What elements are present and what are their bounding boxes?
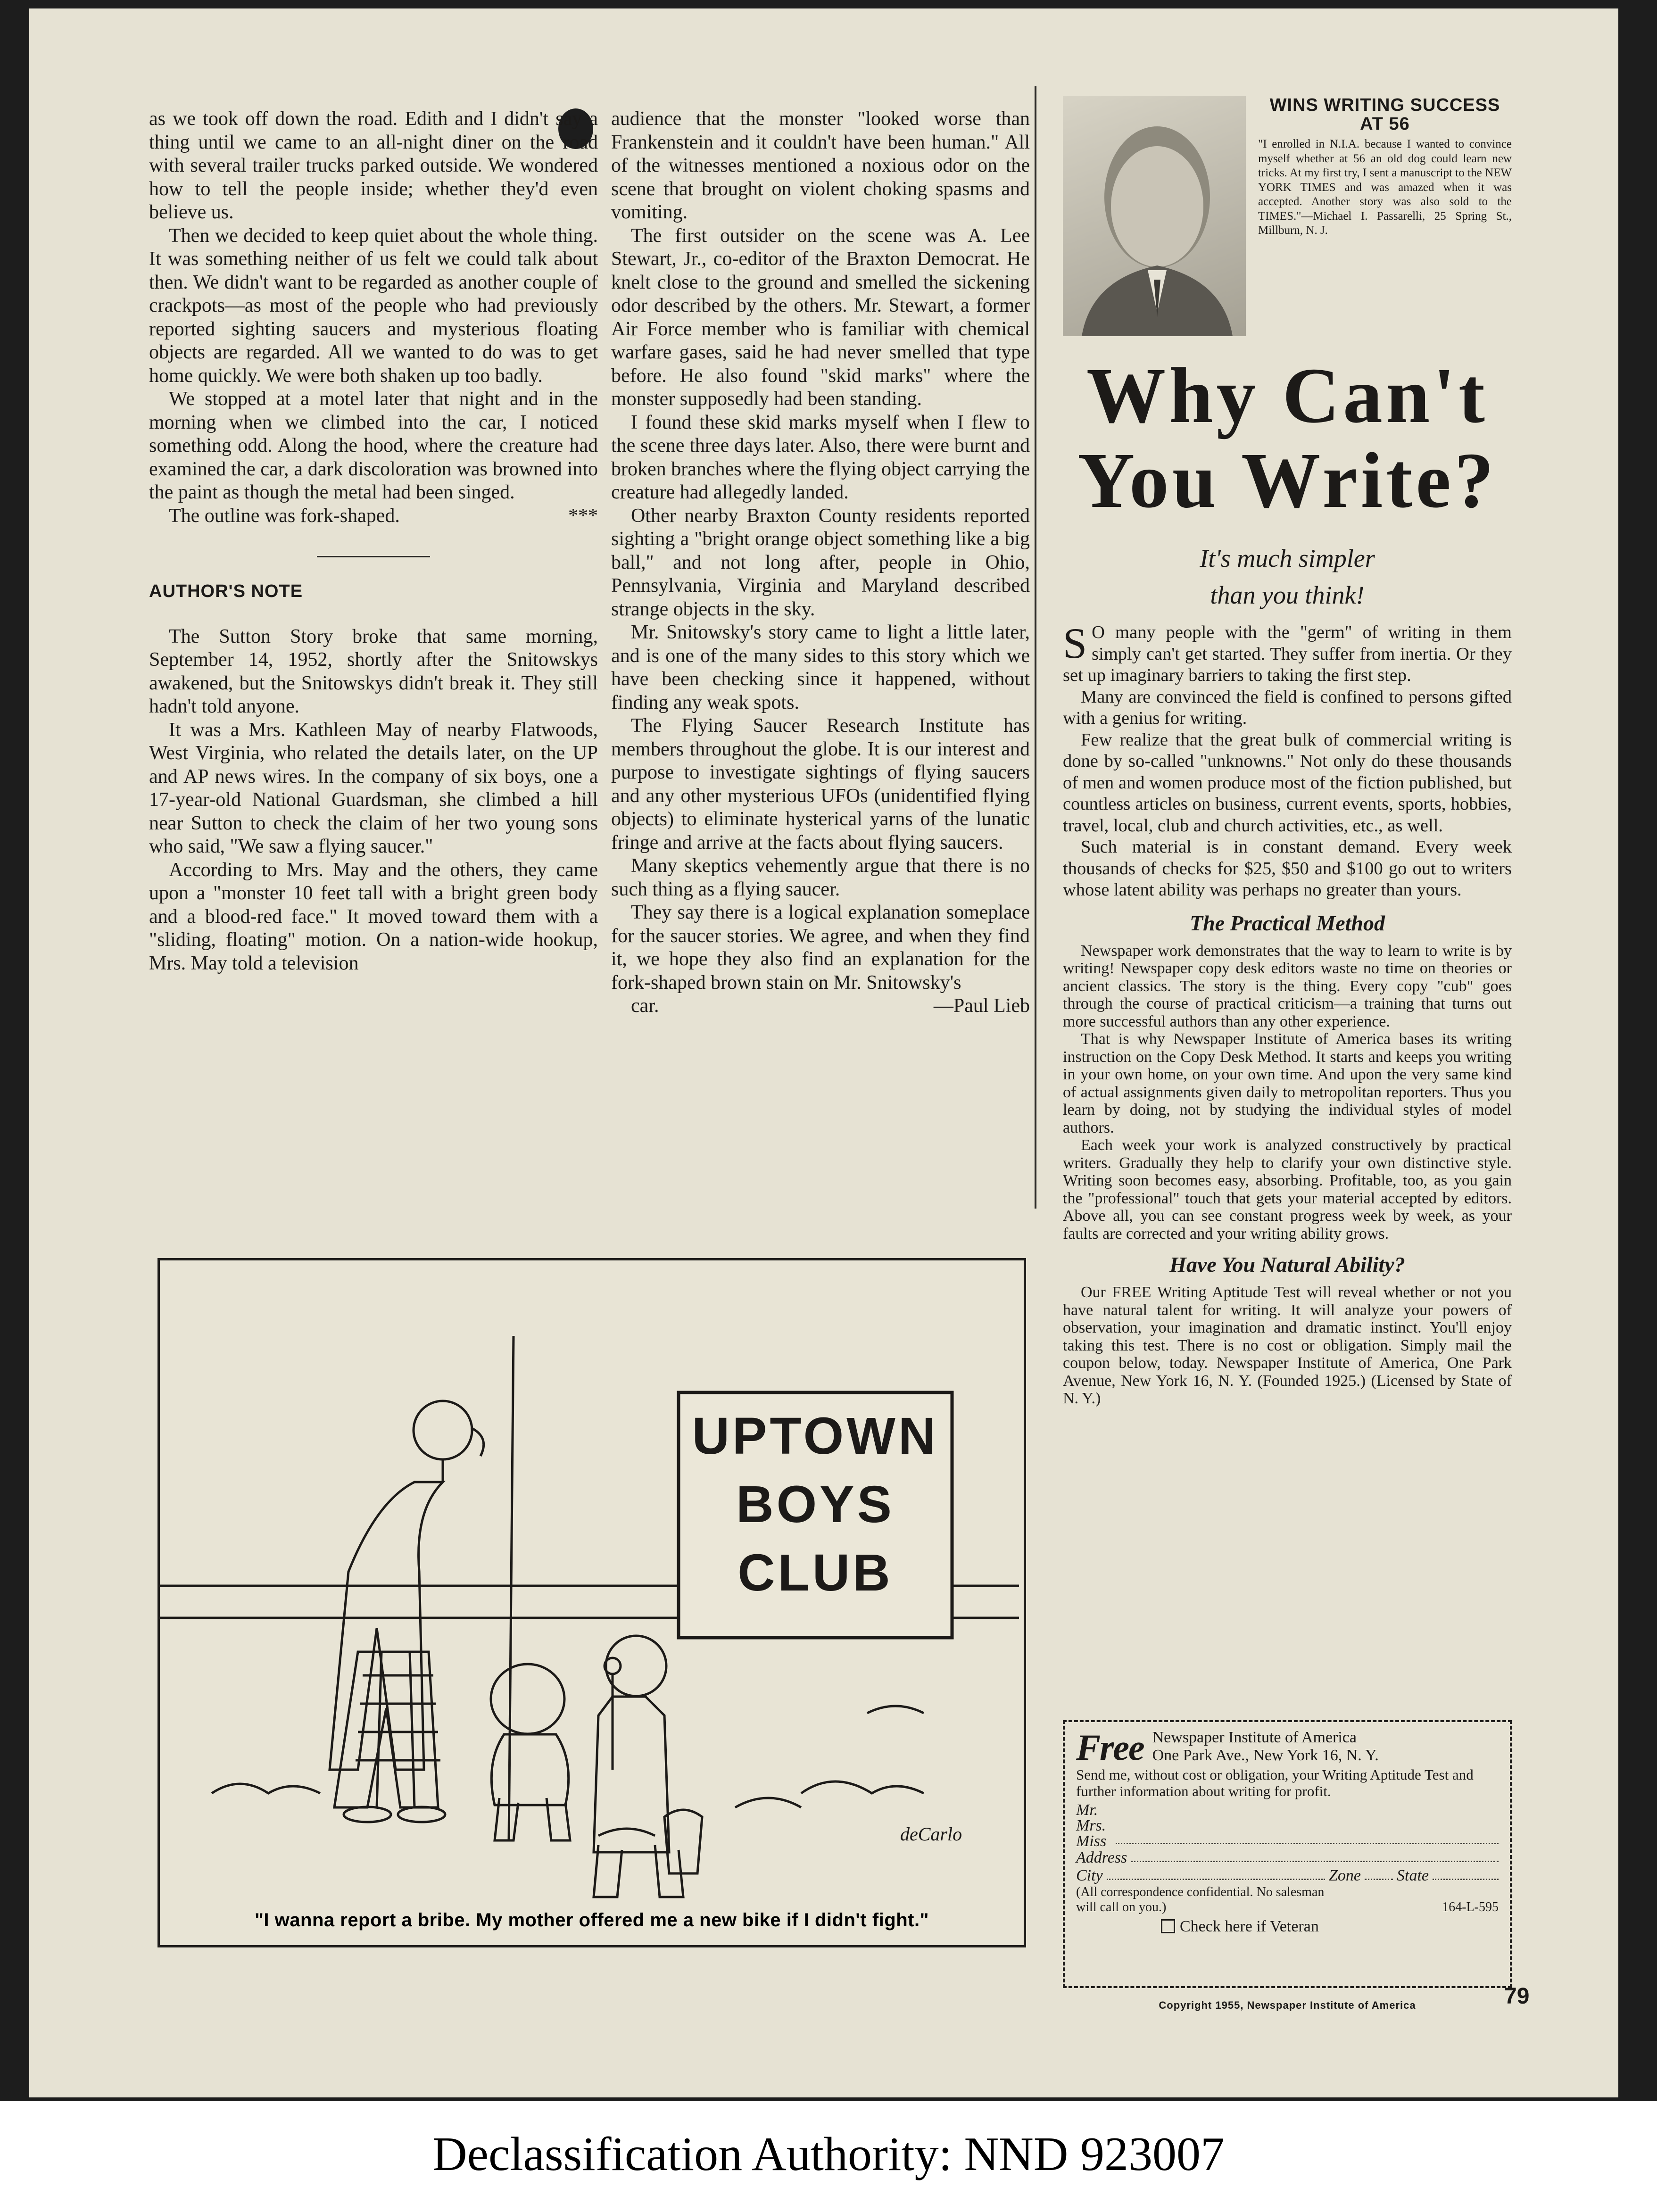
article-paragraph: We stopped at a motel later that night and in the morning when we climbed into the car, I noticed something odd. Along the hood, where the creature had examined the car, a dark discoloration was browned into the paint as though the metal had been singed. [149,388,598,503]
author-note-paragraph: The Sutton Story broke that same morning, September 14, 1952, shortly after the Snitowskys awakened, but the Snitowskys didn't break it. They still hadn't told anyone. [149,625,598,717]
page-number: 79 [1504,1984,1530,2009]
article-byline: —Paul Lieb [933,995,1030,1017]
article-paragraph: The Flying Saucer Research Institute has members throughout the globe. It is our interest and purpose to investigate sightings of flying saucers and any other mysterious UFOs (unidentified flying objects) to eliminate hysterical yarns of the lunatic fringe and arrive at the facts about flying saucers. [611,715,1030,853]
salutation-miss[interactable]: Miss [1076,1832,1107,1850]
end-mark: *** [568,505,598,527]
salutation-mrs[interactable]: Mrs. [1076,1817,1106,1834]
sign-line-1: UPTOWN [692,1407,939,1465]
subhead-line-1: It's much simpler [1200,544,1375,572]
article-closing-line: The outline was fork-shaped. [169,505,400,527]
section-heading-practical-method: The Practical Method [1190,911,1385,935]
column-divider [1035,86,1036,1209]
salutations [1076,1802,1106,1849]
veteran-label: Check here if Veteran [1180,1918,1319,1935]
portrait-image [1063,96,1246,336]
coupon-confidential-row [1076,1885,1499,1915]
testimonial [1063,96,1512,336]
ad-intro-paragraph [1063,619,1512,687]
ad-headline [1063,353,1512,523]
pail [664,1810,702,1873]
ad-paragraph: Each week your work is analyzed constructively by practical writers. Gradually they help to clarify your own distinctive style. Writing soon becomes easy, absorbing. Profitable, too, as you gain the "professional" touch that gets your material accepted by editors. Above all, you can see constant progress week by week, as your faults are corrected and your writing ability grows. [1063,1136,1512,1243]
article-last-word: car. [631,995,659,1017]
section-heading-natural-ability: Have You Natural Ability? [1169,1252,1405,1276]
confidential-text: (All correspondence confidential. No salesman will call on you.) [1076,1885,1325,1914]
address-row [1076,1849,1499,1867]
coupon-request-text: Send me, without cost or obligation, your Writing Aptitude Test and further information about writing for profit. [1076,1766,1474,1799]
veteran-checkbox[interactable] [1161,1919,1175,1933]
big-boy-head [606,1636,666,1696]
article-paragraph: as we took off down the road. Edith and I didn't say a thing until we came to an all-night diner on the road with several trailer trucks parked outside. We wondered how to tell the people inside; whether they'd even believe us. [149,108,598,223]
article-paragraph: audience that the monster "looked worse than Frankenstein and it couldn't have been human." All of the witnesses mentioned a noxious odor on the scene that brought on violent choking spasms and vomiting. [611,108,1030,223]
coupon-org-line-1: Newspaper Institute of America [1152,1729,1357,1746]
headline-line-2: You Write? [1077,437,1497,524]
coupon-org-line-2: One Park Ave., New York 16, N. Y. [1152,1747,1379,1764]
cartoon-panel [157,1258,1026,1947]
ad-paragraph: Newspaper work demonstrates that the way to learn to write is by writing! Newspaper copy desk editors waste no time on theories or ancient classics. The story is the thing. Every copy "cub" goes through the course of practical criticism—a training that turns out more successful authors than any other experience. [1063,942,1512,1030]
coupon-header [1076,1729,1499,1766]
sign-line-3: CLUB [737,1544,893,1602]
cartoon-caption: "I wanna report a bribe. My mother offered me a new bike if I didn't fight." [254,1910,929,1930]
crying-boy-head [491,1664,564,1734]
coupon-name-row [1076,1802,1499,1849]
ad-section-natural-ability [1063,1284,1512,1408]
name-field[interactable] [1116,1826,1499,1844]
testimonial-quote: "I enrolled in N.I.A. because I wanted to convince myself whether at 56 an old dog could learn new tricks. At my first try, I sent a manuscript to the NEW YORK TIMES and was amazed when it was accepted. Another story was also sold to the TIMES."—Michael I. Passarelli, 25 Spring St., Millburn, N. J. [1258,138,1512,237]
article-last-line [149,505,598,528]
article-column-1 [149,108,598,975]
copyright-line: Copyright 1955, Newspaper Institute of America [1159,1999,1416,2011]
ad-intro [1063,619,1512,901]
man-shoe [398,1807,445,1822]
article-paragraph: Then we decided to keep quiet about the whole thing. It was something neither of us felt we could talk about then. We didn't want to be regarded as another couple of crackpots—as most of the people who had previously reported sighting saucers and mysterious floating objects are regarded. All we wanted to do was to get home quickly. We were both shaken up too badly. [149,224,598,387]
article-paragraph: Other nearby Braxton County residents reported sighting a "bright orange object something like a big ball," and not long after, people in Ohio, Pennsylvania, Virginia and Maryland described strange objects in the sky. [611,505,1030,620]
writing-ad [1063,96,1512,1408]
address-field[interactable] [1131,1849,1499,1862]
coupon-code: 164-L-595 [1442,1900,1499,1914]
testimonial-heading: WINS WRITING SUCCESS AT 56 [1269,95,1500,134]
city-field[interactable] [1107,1867,1325,1880]
author-note-paragraph: According to Mrs. May and the others, they came upon a "monster 10 feet tall with a bright green body and a blood-red face." It moved toward them with a "sliding, floating" motion. On a nation-wide hookup, Mrs. May told a television [149,859,598,974]
article-column-2 [598,108,1030,1018]
article-paragraph: They say there is a logical explanation someplace for the saucer stories. We agree, and when they find it, we hope they also find an explanation for the fork-shaped brown stain on Mr. Snitowsky's [611,902,1030,994]
subhead-line-2: than you think! [1210,581,1365,609]
city-label: City [1076,1867,1103,1884]
zone-field[interactable] [1365,1867,1393,1880]
article-paragraph: I found these skid marks myself when I flew to the scene three days later. Also, there were burnt and broken branches where the flying object carrying the creature had allegedly landed. [611,411,1030,503]
headline-line-1: Why Can't [1086,352,1488,439]
mail-in-coupon[interactable] [1063,1720,1512,1988]
author-note-heading: AUTHOR'S NOTE [149,581,303,601]
article-byline-row [611,994,1030,1018]
crying-boy-body [491,1734,568,1805]
street-pole [509,1336,514,1840]
state-field[interactable] [1433,1867,1499,1880]
ad-paragraph: Our FREE Writing Aptitude Test will reveal whether or not you have natural talent for writing. It will analyze your powers of observation, your imagination and dramatic instinct. You'll enjoy taking this test. There is no cost or obligation. Simply mail the coupon below, today. Newspaper Institute of America, One Park Avenue, New York 16, N. Y. (Founded 1925.) (Licensed by State of N. Y.) [1063,1284,1512,1407]
author-note-paragraph: It was a Mrs. Kathleen May of nearby Flatwoods, West Virginia, who related the details later, on the UP and AP news wires. In the company of six boys, one a 17-year-old National Guardsman, she climbed a hill near Sutton to check the claim of her two young sons who said, "We saw a flying saucer." [149,719,598,857]
free-label: Free [1076,1727,1144,1768]
section-divider [317,556,430,557]
sign-line-2: BOYS [736,1475,895,1533]
ad-subhead [1063,540,1512,613]
coupon-org [1152,1729,1379,1766]
drop-cap: S [1063,619,1087,667]
state-label: State [1397,1867,1429,1884]
salutation-mr[interactable]: Mr. [1076,1801,1098,1819]
ad-intro-paragraph: Such material is in constant demand. Every week thousands of checks for $25, $50 and $100 go out to writers whose latent ability was perhaps no greater than yours. [1063,837,1512,900]
ad-intro-paragraph: Few realize that the great bulk of commercial writing is done by so-called "unknowns." Not only do these thousands of men and women produce most of the fiction published, but countless articles on business, current events, sports, hobbies, travel, local, club and church activities, etc., as well. [1063,729,1512,836]
address-label: Address [1076,1849,1127,1866]
testimonial-photo [1063,96,1246,336]
declassification-footer: Declassification Authority: NND 923007 [432,2128,1225,2181]
ad-intro-paragraph: Many are convinced the field is confined to persons gifted with a genius for writing. [1063,687,1512,728]
cartoon-illustration [160,1260,1019,1940]
man-shoe [344,1807,391,1822]
man-head [414,1401,472,1459]
article-paragraph: Many skeptics vehemently argue that there is no such thing as a flying saucer. [611,855,1030,900]
testimonial-text [1258,96,1512,336]
magazine-page [29,8,1618,2097]
city-row [1076,1867,1499,1885]
veteran-row [1161,1918,1499,1936]
ad-paragraph: That is why Newspaper Institute of America bases its writing instruction on the Copy Desk Method. It starts and keeps you writing in your own home, on your own time. And upon the very same kind of actual assignments given daily to metropolitan reporters. Thus you learn by doing, not by studying the individual styles of model authors. [1063,1030,1512,1136]
zone-label: Zone [1329,1867,1361,1884]
ad-section-practical-method [1063,942,1512,1243]
ad-intro-text: O many people with the "germ" of writing in them simply can't get started. They suffer from inertia. Or they set up imaginary barriers to taking the first step. [1063,622,1512,685]
article-paragraph: The first outsider on the scene was A. Lee Stewart, Jr., co-editor of the Braxton Democrat. He knelt close to the ground and smelled the sickening odor described by the others. Mr. Stewart, a former Air Force member who is familiar with chemical warfare gases, said he had never smelled that type before. He also found "skid marks" where the monster supposedly had been standing. [611,224,1030,410]
article-paragraph: Mr. Snitowsky's story came to light a little later, and is one of the many sides to this story which we have been checking since it happened, without finding any weak spots. [611,621,1030,713]
cartoonist-signature: deCarlo [900,1823,962,1845]
